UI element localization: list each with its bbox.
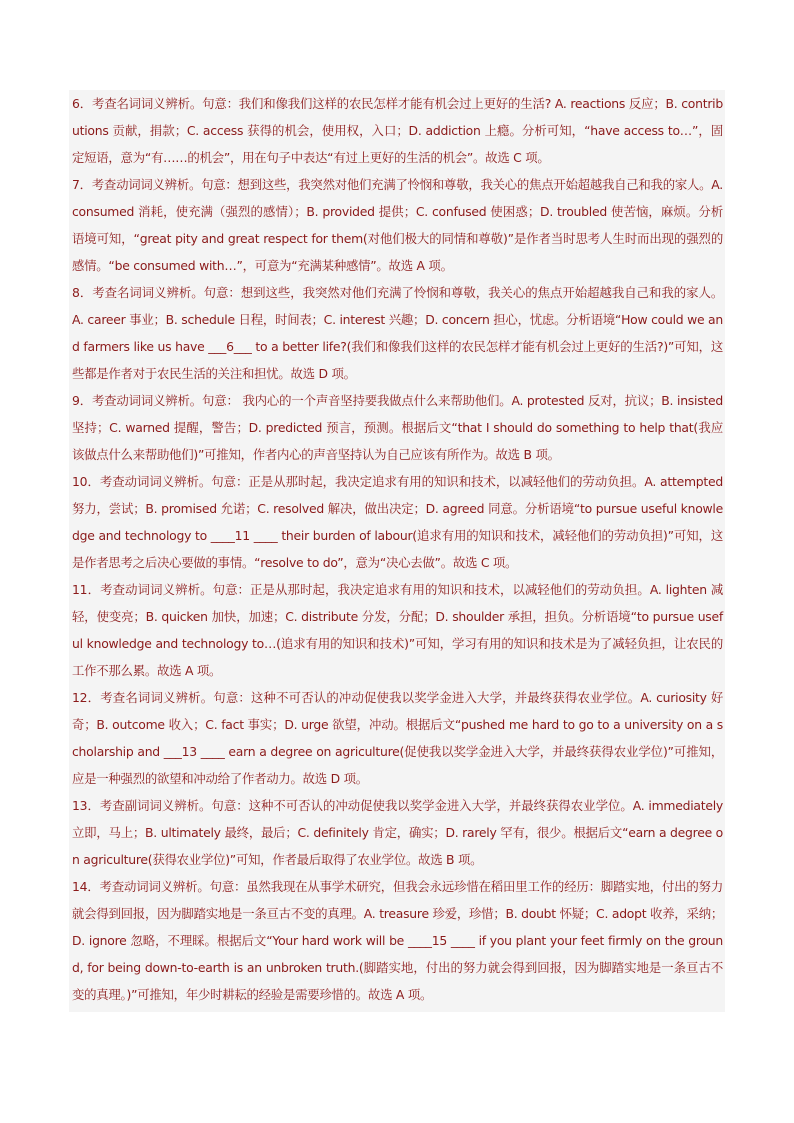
explanation-item-13: 13．考查副词词义辨析。句意：这种不可否认的冲动促使我以奖学金进入大学，并最终获得农业学位。A. immediately 立即，马上；B. ultimately 最终，最后；C. definitely 肯定，确实；D. rarely 罕有，很少。根据后文“earn a degree on agriculture(获得农业学位)”可知，作者最后取得了农业学位。故选 B 项。	[72, 798, 723, 867]
explanation-item-6: 6．考查名词词义辨析。句意：我们和像我们这样的农民怎样才能有机会过上更好的生活? A. reactions 反应；B. contributions 贡献，捐款；C. access 获得的机会，使用权，入口；D. addiction 上瘾。分析可知，“have access to…”，固定短语，意为“有……的机会”，用在句子中表达“有过上更好的生活的机会”。故选 C 项。	[72, 96, 723, 165]
explanation-item-12: 12．考查名词词义辨析。句意：这种不可否认的冲动促使我以奖学金进入大学，并最终获得农业学位。A. curiosity 好奇；B. outcome 收入；C. fact 事实；D. urge 欲望，冲动。根据后文“pushed me hard to go to a university on a scholarship and ___13 ____ earn a degree on agriculture(促使我以奖学金进入大学，并最终获得农业学位)”可推知，应是一种强烈的欲望和冲动给了作者动力。故选 D 项。	[72, 690, 723, 786]
answer-explanations	[69, 90, 725, 1012]
explanation-item-7: 7．考查动词词义辨析。句意：想到这些，我突然对他们充满了怜悯和尊敬，我关心的焦点开始超越我自己和我的家人。A. consumed 消耗，使充满（强烈的感情）；B. provided 提供；C. confused 使困惑；D. troubled 使苦恼，麻烦。分析语境可知，“great pity and great respect for them(对他们极大的同情和尊敬)”是作者当时思考人生时而出现的强烈的感情。“be consumed with…”，可意为“充满某种感情”。故选 A 项。	[72, 177, 723, 273]
explanation-item-9: 9．考查动词词义辨析。句意： 我内心的一个声音坚持要我做点什么来帮助他们。A. protested 反对，抗议；B. insisted 坚持；C. warned 提醒，警告；D. predicted 预言，预测。根据后文“that I should do something to help that(我应该做点什么来帮助他们)”可推知，作者内心的声音坚持认为自己应该有所作为。故选 B 项。	[72, 393, 723, 462]
explanation-item-10: 10．考查动词词义辨析。句意：正是从那时起，我决定追求有用的知识和技术，以减轻他们的劳动负担。A. attempted 努力，尝试；B. promised 允诺；C. resolved 解决，做出决定；D. agreed 同意。分析语境“to pursue useful knowledge and technology to ____11 ____ their burden of labour(追求有用的知识和技术，减轻他们的劳动负担)”可知，这是作者思考之后决心要做的事情。“resolve to do”，意为“决心去做”。故选 C 项。	[72, 474, 723, 570]
explanation-item-8: 8．考查名词词义辨析。句意：想到这些，我突然对他们充满了怜悯和尊敬，我关心的焦点开始超越我自己和我的家人。 A. career 事业；B. schedule 日程，时间表；C. interest 兴趣；D. concern 担心，忧虑。分析语境“How could we and farmers like us have ___6___ to a better life?(我们和像我们这样的农民怎样才能有机会过上更好的生活?)”可知，这些都是作者对于农民生活的关注和担忧。故选 D 项。	[72, 285, 723, 381]
explanation-item-11: 11．考查动词词义辨析。句意：正是从那时起，我决定追求有用的知识和技术，以减轻他们的劳动负担。A. lighten 减轻，使变亮；B. quicken 加快，加速；C. distribute 分发，分配；D. shoulder 承担，担负。分析语境“to pursue useful knowledge and technology to…(追求有用的知识和技术)”可知，学习有用的知识和技术是为了减轻负担，让农民的工作不那么累。故选 A 项。	[72, 582, 723, 678]
explanation-item-14: 14．考查动词词义辨析。句意：虽然我现在从事学术研究，但我会永远珍惜在稻田里工作的经历：脚踏实地，付出的努力就会得到回报，因为脚踏实地是一条亘古不变的真理。A. treasure 珍爱，珍惜；B. doubt 怀疑；C. adopt 收养，采纳；D. ignore 忽略，不理睬。根据后文“Your hard work will be ____15 ____ if you plant your feet firmly on the ground, for being down-to-earth is an unbroken truth.(脚踏实地，付出的努力就会得到回报，因为脚踏实地是一条亘古不变的真理。)”可推知，年少时耕耘的经验是需要珍惜的。故选 A 项。	[72, 879, 723, 1002]
